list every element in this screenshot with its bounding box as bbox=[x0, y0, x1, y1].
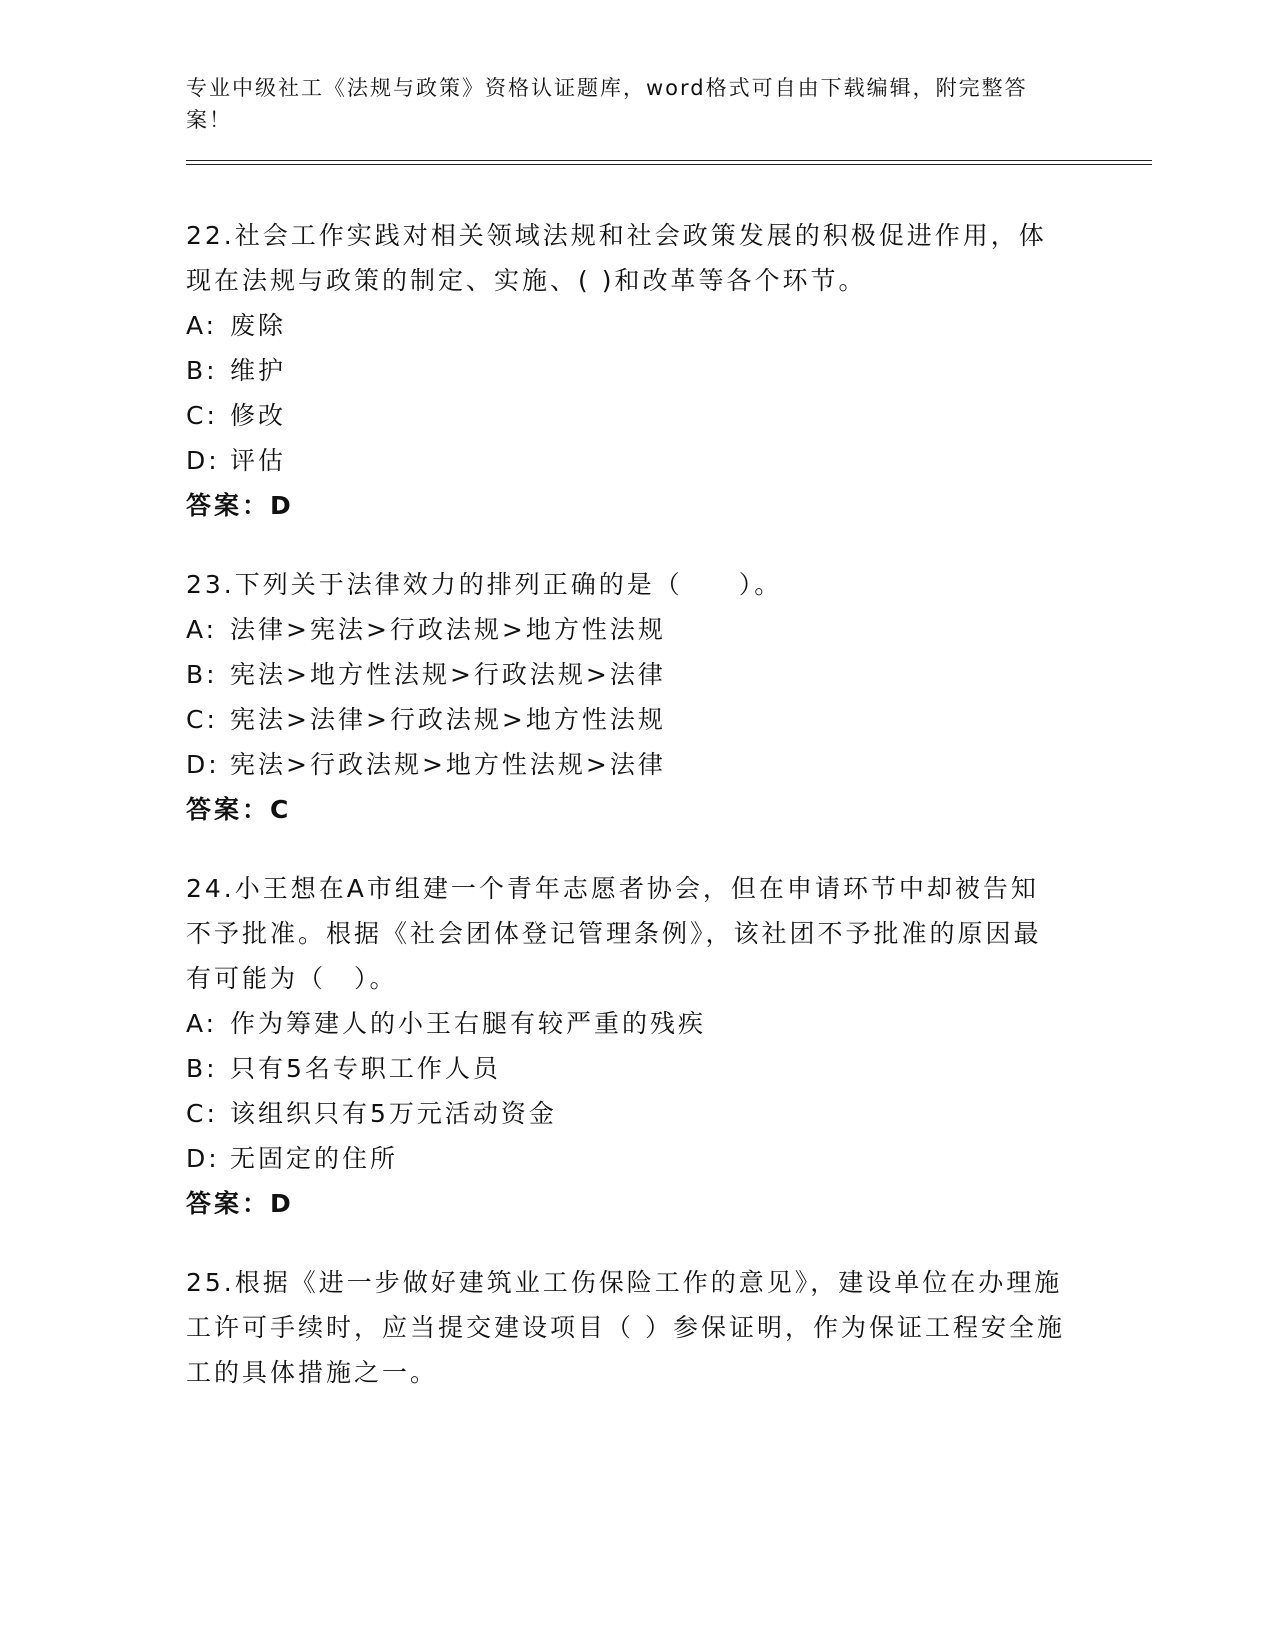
option-text: 作为筹建人的小王右腿有较严重的残疾 bbox=[230, 1009, 707, 1038]
option-key: D: bbox=[186, 446, 220, 475]
option-text: 法律>宪法>行政法规>地方性法规 bbox=[230, 615, 666, 644]
option-b bbox=[186, 1046, 1146, 1091]
option-key: C: bbox=[186, 705, 218, 734]
option-d bbox=[186, 742, 1146, 787]
divider-line-top bbox=[186, 160, 1152, 161]
divider-line-bottom bbox=[186, 164, 1152, 165]
option-c bbox=[186, 393, 1146, 438]
option-text: 无固定的住所 bbox=[230, 1144, 399, 1173]
question-stem: 22.社会工作实践对相关领域法规和社会政策发展的积极促进作用，体现在法规与政策的制定、实施、( )和改革等各个环节。 bbox=[186, 221, 1047, 295]
question-23 bbox=[186, 562, 1146, 832]
question-stem: 24.小王想在A市组建一个青年志愿者协会，但在申请环节中却被告知不予批准。根据《社会团体登记管理条例》，该社团不予批准的原因最有可能为（ ）。 bbox=[186, 874, 1042, 993]
option-d bbox=[186, 438, 1146, 483]
option-key: B: bbox=[186, 1054, 218, 1083]
option-text: 废除 bbox=[230, 311, 287, 340]
option-text: 评估 bbox=[230, 446, 287, 475]
option-text: 修改 bbox=[230, 401, 287, 430]
option-text: 该组织只有5万元活动资金 bbox=[230, 1099, 557, 1128]
option-key: A: bbox=[186, 1009, 218, 1038]
option-b bbox=[186, 652, 1146, 697]
option-c bbox=[186, 1091, 1146, 1136]
option-key: A: bbox=[186, 311, 218, 340]
option-a bbox=[186, 1001, 1146, 1046]
option-key: A: bbox=[186, 615, 218, 644]
answer-label: 答案：D bbox=[186, 1189, 294, 1218]
question-stem: 23.下列关于法律效力的排列正确的是（ ）。 bbox=[186, 570, 783, 599]
question-25 bbox=[186, 1260, 1146, 1395]
option-text: 只有5名专职工作人员 bbox=[230, 1054, 501, 1083]
option-key: D: bbox=[186, 1144, 220, 1173]
question-22 bbox=[186, 213, 1146, 528]
option-key: D: bbox=[186, 750, 220, 779]
option-b bbox=[186, 348, 1146, 393]
option-key: C: bbox=[186, 401, 218, 430]
option-a bbox=[186, 607, 1146, 652]
option-key: B: bbox=[186, 660, 218, 689]
option-key: C: bbox=[186, 1099, 218, 1128]
option-a bbox=[186, 303, 1146, 348]
answer-label: 答案：C bbox=[186, 795, 292, 824]
option-key: B: bbox=[186, 356, 218, 385]
option-text: 宪法>法律>行政法规>地方性法规 bbox=[230, 705, 666, 734]
option-text: 宪法>地方性法规>行政法规>法律 bbox=[230, 660, 666, 689]
option-text: 维护 bbox=[230, 356, 287, 385]
question-list bbox=[186, 213, 1146, 1395]
document-page bbox=[186, 72, 1146, 1429]
option-c bbox=[186, 697, 1146, 742]
option-text: 宪法>行政法规>地方性法规>法律 bbox=[230, 750, 666, 779]
question-stem: 25.根据《进一步做好建筑业工伤保险工作的意见》，建设单位在办理施工许可手续时，应当提交建设项目（ ）参保证明，作为保证工程安全施工的具体措施之一。 bbox=[186, 1268, 1065, 1387]
option-d bbox=[186, 1136, 1146, 1181]
answer-label: 答案：D bbox=[186, 491, 294, 520]
document-header: 专业中级社工《法规与政策》资格认证题库，word格式可自由下载编辑，附完整答案！ bbox=[186, 76, 1028, 132]
question-24 bbox=[186, 866, 1146, 1226]
header-divider bbox=[186, 160, 1152, 165]
